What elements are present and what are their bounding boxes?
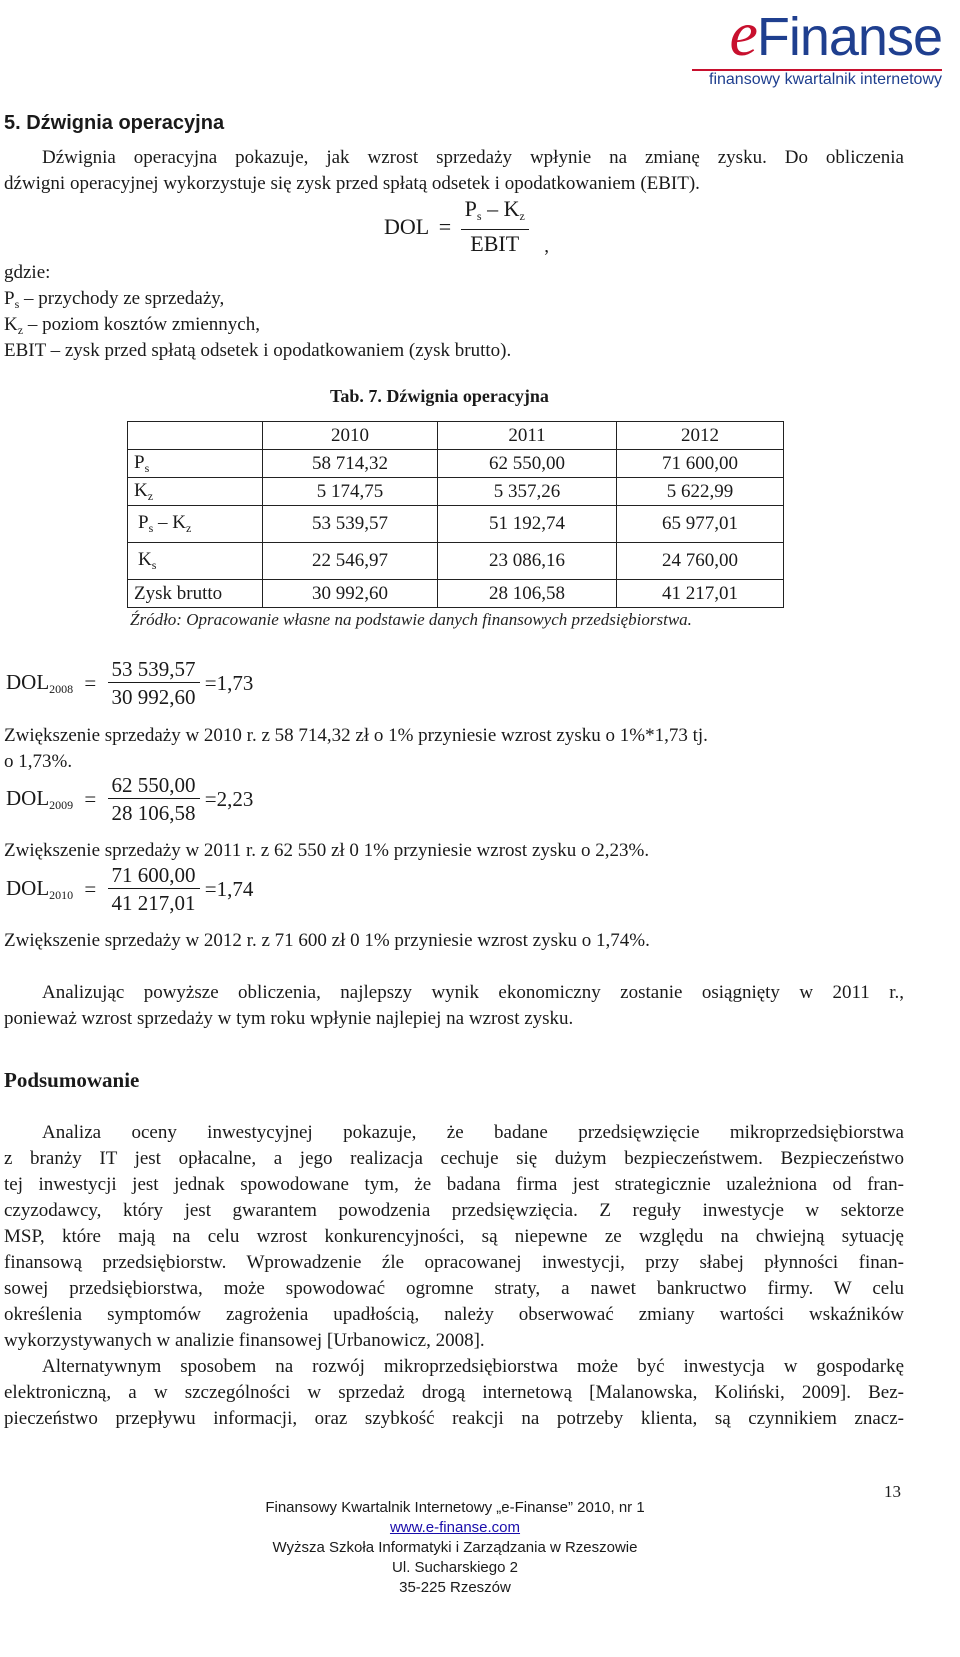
table-cell: 5 622,99 xyxy=(617,478,784,506)
dol-year: 2010 xyxy=(49,888,74,902)
table-row xyxy=(128,450,784,478)
row-label: $K_s$ xyxy=(128,543,263,580)
efinanse-logo xyxy=(642,0,942,90)
table-row xyxy=(128,543,784,580)
summary-line: Analiza oceny inwestycyjnej pokazuje, że badane przedsięwzięcie mikroprzedsiębiorstwa xyxy=(42,1122,904,1143)
table-cell: 53 539,57 xyxy=(263,506,438,543)
formula-p-sub: s xyxy=(476,209,482,223)
footer-street: Ul. Sucharskiego 2 xyxy=(392,1559,518,1576)
table-cell: 5 174,75 xyxy=(263,478,438,506)
table-cell: 5 357,26 xyxy=(438,478,617,506)
table-cell: 41 217,01 xyxy=(617,580,784,608)
dol-note: Zwiększenie sprzedaży w 2011 r. z 62 550 zł 0 1% przyniesie wzrost zysku o 2,23%. xyxy=(4,840,650,861)
intro-line-1: Dźwignia operacyjna pokazuje, jak wzrost sprzedaży wpłynie na zmianę zysku. Do obliczenia xyxy=(42,147,904,168)
row-label: $P_s - K_z$ xyxy=(128,506,263,543)
table-row xyxy=(128,506,784,543)
table-cell: 22 546,97 xyxy=(263,543,438,580)
dol-calc: $DOL_{2008}$ = $\frac{53 539,57}{30 992,60}$ =1,73 xyxy=(6,657,254,709)
footer-journal: Finansowy Kwartalnik Internetowy „e-Finanse” 2010, nr 1 xyxy=(265,1499,645,1516)
table-header-row xyxy=(128,422,784,450)
summary-line: z branży IT jest opłacalne, a jego realizacja cechuje się dużym bezpieczeństwem. Bezpieczeństwo xyxy=(4,1148,904,1169)
where-label: gdzie: xyxy=(4,262,51,283)
table-row xyxy=(128,478,784,506)
dol-calc: $DOL_{2009}$ = $\frac{62 550,00}{28 106,58}$ =2,23 xyxy=(6,773,254,825)
table-cell: 28 106,58 xyxy=(438,580,617,608)
summary-line: sowej przedsiębiorstwa, może spowodować ogromne straty, a nawet bankructwo firmy. W celu xyxy=(4,1278,904,1299)
def-ps: $P_s$ – przychody ze sprzedaży, xyxy=(4,288,225,311)
dol-year: 2008 xyxy=(49,682,74,696)
dol-note: Zwiększenie sprzedaży w 2012 r. z 71 600 zł 0 1% przyniesie wzrost zysku o 1,74%. xyxy=(4,930,650,951)
formula-denominator: EBIT xyxy=(470,231,520,256)
logo-letter-e: e xyxy=(729,0,757,69)
page-number: 13 xyxy=(884,1482,901,1501)
table-header-empty xyxy=(128,422,263,450)
table-source: Źródło: Opracowanie własne na podstawie danych finansowych przedsiębiorstwa. xyxy=(130,610,692,629)
table-header-year: 2011 xyxy=(438,422,617,450)
table-cell: 24 760,00 xyxy=(617,543,784,580)
def-ebit: EBIT – zysk przed spłatą odsetek i opodatkowaniem (zysk brutto). xyxy=(4,340,512,361)
logo-word: Finanse xyxy=(756,7,942,67)
logo-subtitle: finansowy kwartalnik internetowy xyxy=(709,71,942,88)
summary-line: pieczeństwo przepływu informacji, oraz szybkość reakcji na potrzeby klienta, są czynnikiem znacz- xyxy=(4,1408,904,1429)
table-cell: 51 192,74 xyxy=(438,506,617,543)
leverage-table xyxy=(127,421,784,608)
formula-lhs: DOL xyxy=(384,214,430,239)
summary-line: Alternatywnym sposobem na rozwój mikroprzedsiębiorstwa może być inwestycja w gospodarkę xyxy=(42,1356,904,1377)
intro-line-2: dźwigni operacyjnej wykorzystuje się zysk przed spłatą odsetek i opodatkowaniem (EBIT). xyxy=(4,173,700,194)
dol-note: Zwiększenie sprzedaży w 2010 r. z 58 714,32 zł o 1% przyniesie wzrost zysku o 1%*1,73 tj. xyxy=(4,725,708,746)
summary-line: finansową przedsiębiorstw. Wprowadzenie źle opracowanej inwestycji, przy słabej płynności finan- xyxy=(4,1252,904,1273)
summary-line: określenia symptomów zagrożenia upadłością, należy obserwować zmiany wartości wskaźników xyxy=(4,1304,904,1325)
formula-fraction xyxy=(461,196,529,258)
summary-line: tej inwestycji jest jednak spowodowane tym, że badana firma jest strategicznie uzależniona od fran- xyxy=(4,1174,904,1195)
dol-result: =1,73 xyxy=(204,671,254,695)
table-row xyxy=(128,580,784,608)
footer-link[interactable]: www.e-finanse.com xyxy=(389,1519,521,1536)
dol-lhs: DOL xyxy=(6,786,50,810)
table-header-year: 2010 xyxy=(263,422,438,450)
table-cell: 23 086,16 xyxy=(438,543,617,580)
formula-eq: = xyxy=(438,214,452,239)
dol-year: 2009 xyxy=(49,798,74,812)
dol-fraction: $\frac{53 539,57}{30 992,60}$ xyxy=(108,656,200,711)
analysis-line-1: Analizując powyższe obliczenia, najlepszy wynik ekonomiczny zostanie osiągnięty w 2011 r., xyxy=(42,982,904,1003)
table-cell: 71 600,00 xyxy=(617,450,784,478)
row-label: $K_z$ xyxy=(128,478,263,506)
formula-comma: , xyxy=(544,236,550,257)
formula-minus: – xyxy=(481,196,504,221)
dol-fraction: $\frac{62 550,00}{28 106,58}$ xyxy=(108,772,200,827)
footer-city: 35-225 Rzeszów xyxy=(399,1579,511,1596)
table-caption: Tab. 7. Dźwignia operacyjna xyxy=(330,386,549,406)
summary-heading: Podsumowanie xyxy=(4,1068,140,1092)
summary-line: czyzodawcy, który jest gwarantem powodzenia przedsięwzięcia. Z reguły inwestycje w sektorze xyxy=(4,1200,904,1221)
row-label: Zysk brutto xyxy=(128,580,263,608)
dol-formula xyxy=(384,196,549,258)
analysis-line-2: ponieważ wzrost sprzedaży w tym roku wpłynie najlepiej na wzrost zysku. xyxy=(4,1008,574,1029)
summary-line: MSP, które mają na celu wzrost konkurencyjności, są niepewne ze względu na chwiejną sytuację xyxy=(4,1226,904,1247)
footer-school: Wyższa Szkoła Informatyki i Zarządzania w Rzeszowie xyxy=(272,1539,638,1556)
section-heading: 5. Dźwignia operacyjna xyxy=(4,112,225,134)
summary-line: wykorzystywanych w analizie finansowej [Urbanowicz, 2008]. xyxy=(4,1330,485,1351)
table-cell: 65 977,01 xyxy=(617,506,784,543)
formula-k: K xyxy=(503,196,520,221)
def-kz: $K_z$ – poziom kosztów zmiennych, xyxy=(4,314,260,337)
dol-fraction: $\frac{71 600,00}{41 217,01}$ xyxy=(108,862,200,917)
formula-p: P xyxy=(464,196,477,221)
table-cell: 30 992,60 xyxy=(263,580,438,608)
dol-lhs: DOL xyxy=(6,670,50,694)
dol-lhs: DOL xyxy=(6,876,50,900)
table-cell: 58 714,32 xyxy=(263,450,438,478)
dol-note-cont: o 1,73%. xyxy=(4,751,73,772)
row-label: $P_s$ xyxy=(128,450,263,478)
dol-result: =2,23 xyxy=(204,787,254,811)
footer xyxy=(0,1498,910,1598)
summary-line: elektroniczną, a w szczególności w sprzedaż drogą internetową [Malanowska, Koliński, 2009]. Bez- xyxy=(4,1382,904,1403)
dol-result: =1,74 xyxy=(204,877,254,901)
table-header-year: 2012 xyxy=(617,422,784,450)
formula-k-sub: z xyxy=(519,209,525,223)
dol-calc: $DOL_{2010}$ = $\frac{71 600,00}{41 217,01}$ =1,74 xyxy=(6,863,254,915)
table-cell: 62 550,00 xyxy=(438,450,617,478)
